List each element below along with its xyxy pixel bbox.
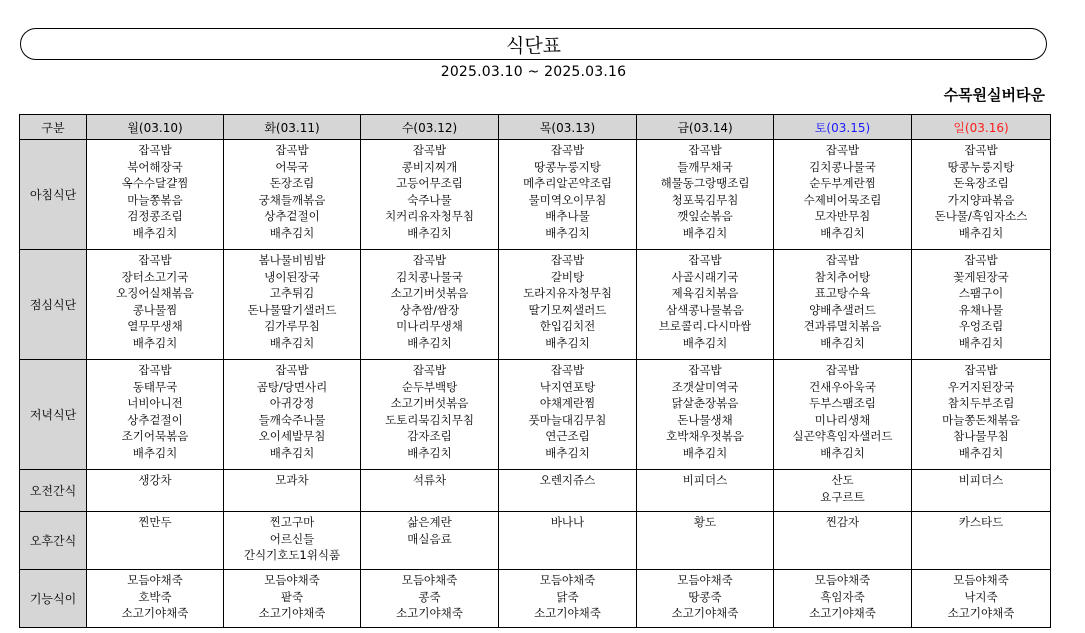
menu-item: 모과차 xyxy=(275,473,309,487)
meal-row-breakfast xyxy=(20,140,1051,250)
menu-item: 찐고구마 xyxy=(269,515,315,529)
menu-cell-dinner-mon xyxy=(87,360,224,470)
menu-item: 물미역오이무침 xyxy=(528,192,607,207)
menu-cell-afternoon-snack-sun xyxy=(912,512,1051,570)
menu-cell-functional-diet-fri xyxy=(637,570,774,628)
menu-item: 콩비지찌개 xyxy=(401,159,458,174)
menu-item: 두부스팸조림 xyxy=(809,396,876,410)
menu-cell-lunch-thu xyxy=(499,250,637,360)
menu-item: 돈나물/흑임자소스 xyxy=(934,209,1028,223)
day-header-mon: 월(03.10) xyxy=(87,115,224,140)
menu-cell-morning-snack-wed xyxy=(361,470,499,512)
day-header-thu: 목(03.13) xyxy=(499,115,637,140)
menu-item: 닭살춘장볶음 xyxy=(671,396,739,410)
menu-item: 들깨무채국 xyxy=(677,159,733,174)
menu-item: 매실음료 xyxy=(407,531,452,546)
menu-item: 잡곡밥 xyxy=(138,253,172,267)
menu-cell-dinner-thu xyxy=(499,360,637,470)
menu-item: 잡곡밥 xyxy=(688,143,722,157)
menu-item: 오이세발무침 xyxy=(258,429,326,443)
menu-table xyxy=(19,114,1051,628)
menu-item: 김치콩나물국 xyxy=(396,269,463,284)
menu-item: 마늘쫑볶음 xyxy=(127,192,183,207)
menu-item: 삼색콩나물볶음 xyxy=(666,302,744,317)
menu-item: 모듬야채죽 xyxy=(127,573,183,587)
menu-item: 돈육장조림 xyxy=(953,176,1009,190)
menu-cell-dinner-sun xyxy=(912,360,1051,470)
meal-label: 오후간식 xyxy=(20,512,87,570)
menu-cell-functional-diet-tue xyxy=(224,570,361,628)
menu-item: 잡곡밥 xyxy=(964,253,998,267)
menu-item: 호박채우젓볶음 xyxy=(666,429,744,443)
menu-item: 배추나물 xyxy=(545,209,590,223)
menu-item: 봄나물비빔밥 xyxy=(258,253,326,267)
menu-item: 모자반무침 xyxy=(814,209,871,223)
menu-item: 낙지연포탕 xyxy=(539,379,596,394)
menu-item: 소고기야채죽 xyxy=(121,606,189,620)
menu-item: 꽃게된장국 xyxy=(953,269,1009,284)
menu-item: 고등어무조림 xyxy=(396,176,463,190)
menu-item: 잡곡밥 xyxy=(550,253,585,267)
menu-item: 간식기호도1위식품 xyxy=(243,548,341,562)
menu-item: 메추리알곤약조림 xyxy=(523,176,612,190)
menu-item: 황도 xyxy=(693,515,717,529)
menu-item: 소고기야채죽 xyxy=(258,606,326,620)
menu-item: 표고탕수육 xyxy=(814,286,871,300)
menu-item: 오렌지쥬스 xyxy=(539,473,596,487)
menu-cell-lunch-sun xyxy=(912,250,1051,360)
menu-item: 잡곡밥 xyxy=(275,143,309,157)
menu-item: 찐만두 xyxy=(138,515,172,529)
menu-item: 풋마늘대김무침 xyxy=(528,412,607,427)
menu-item: 삶은계란 xyxy=(407,515,452,529)
menu-item: 배추김치 xyxy=(132,445,178,460)
menu-item: 상추겉절이 xyxy=(264,209,320,223)
menu-item: 잡곡밥 xyxy=(138,363,172,377)
menu-item: 잡곡밥 xyxy=(688,363,722,377)
menu-item: 깻잎순볶음 xyxy=(677,209,733,223)
menu-item: 배추김치 xyxy=(132,225,178,240)
menu-item: 배추김치 xyxy=(407,225,452,240)
meal-label: 저녁식단 xyxy=(20,360,87,470)
menu-item: 호박죽 xyxy=(138,589,172,604)
menu-item: 잡곡밥 xyxy=(825,143,860,157)
menu-item: 소고기버섯볶음 xyxy=(390,396,469,410)
menu-item: 카스타드 xyxy=(958,515,1004,529)
menu-item: 소고기야채죽 xyxy=(396,606,463,620)
menu-cell-breakfast-tue xyxy=(224,140,361,250)
menu-item: 배추김치 xyxy=(682,445,728,460)
menu-cell-morning-snack-sun xyxy=(912,470,1051,512)
menu-item: 소고기야채죽 xyxy=(671,606,739,620)
menu-item: 배추김치 xyxy=(269,445,315,460)
menu-item: 어르신들 xyxy=(269,531,315,546)
menu-item: 잡곡밥 xyxy=(825,253,860,267)
menu-cell-functional-diet-mon xyxy=(87,570,224,628)
menu-cell-breakfast-sat xyxy=(774,140,912,250)
menu-item: 상추겉절이 xyxy=(127,412,183,427)
day-header-tue: 화(03.11) xyxy=(224,115,361,140)
menu-item: 콩나물찜 xyxy=(132,302,178,317)
menu-item: 배추김치 xyxy=(820,445,865,460)
menu-item: 도토리묵김치무침 xyxy=(385,412,474,427)
menu-item: 석류차 xyxy=(412,473,447,487)
menu-item: 잡곡밥 xyxy=(138,143,172,157)
menu-item: 소고기야채죽 xyxy=(534,606,601,620)
corner-header: 구분 xyxy=(20,115,87,140)
menu-item: 돈나물딸기샐러드 xyxy=(247,302,337,317)
menu-cell-dinner-sat xyxy=(774,360,912,470)
menu-item: 배추김치 xyxy=(682,335,728,350)
menu-cell-dinner-fri xyxy=(637,360,774,470)
menu-cell-lunch-sat xyxy=(774,250,912,360)
menu-item: 잡곡밥 xyxy=(964,363,998,377)
menu-item: 잡곡밥 xyxy=(964,143,998,157)
menu-cell-lunch-tue xyxy=(224,250,361,360)
menu-item: 배추김치 xyxy=(269,335,315,350)
menu-item: 해물동그랑땡조림 xyxy=(660,176,750,190)
menu-item: 우거지된장국 xyxy=(947,379,1015,394)
menu-item: 동태무국 xyxy=(132,379,178,394)
day-header-sat: 토(03.15) xyxy=(774,115,912,140)
menu-item: 배추김치 xyxy=(269,225,315,240)
menu-item: 배추김치 xyxy=(820,335,865,350)
menu-item: 사골시래기국 xyxy=(671,269,739,284)
menu-title-banner xyxy=(20,28,1047,60)
menu-item: 팥죽 xyxy=(280,589,304,604)
menu-cell-afternoon-snack-tue xyxy=(224,512,361,570)
menu-item: 감자조림 xyxy=(407,429,452,443)
meal-row-afternoon-snack xyxy=(20,512,1051,570)
menu-item: 잡곡밥 xyxy=(550,363,585,377)
menu-item: 브로콜리.다시마쌈 xyxy=(658,319,752,333)
meal-row-morning-snack xyxy=(20,470,1051,512)
menu-cell-afternoon-snack-sat xyxy=(774,512,912,570)
menu-item: 건새우아욱국 xyxy=(809,379,876,394)
menu-cell-breakfast-thu xyxy=(499,140,637,250)
menu-item: 참나물무침 xyxy=(953,429,1009,443)
menu-cell-breakfast-wed xyxy=(361,140,499,250)
menu-item: 잡곡밥 xyxy=(412,143,447,157)
menu-item: 견과류멸치볶음 xyxy=(803,319,882,333)
menu-item: 배추김치 xyxy=(958,225,1004,240)
menu-item: 돈장조림 xyxy=(269,176,315,190)
menu-item: 모듬야채죽 xyxy=(401,573,458,587)
menu-item: 미나리무생채 xyxy=(396,319,463,333)
menu-item: 도라지유자청무침 xyxy=(523,286,612,300)
menu-item: 참치추어탕 xyxy=(814,269,871,284)
menu-item: 닭죽 xyxy=(556,589,579,604)
menu-item: 배추김치 xyxy=(820,225,865,240)
menu-item: 마늘쫑돈채볶음 xyxy=(942,412,1020,427)
menu-item: 미나리생채 xyxy=(814,412,871,427)
header-row xyxy=(20,115,1051,140)
menu-item: 궁채들깨볶음 xyxy=(258,192,326,207)
menu-cell-morning-snack-fri xyxy=(637,470,774,512)
menu-item: 김가루무침 xyxy=(264,319,320,333)
menu-item: 장터소고기국 xyxy=(121,269,189,284)
menu-item: 땅콩누룽지탕 xyxy=(947,159,1015,174)
menu-item: 찐감자 xyxy=(825,515,860,529)
day-header-sun: 일(03.16) xyxy=(912,115,1051,140)
menu-item: 가지양파볶음 xyxy=(947,192,1015,207)
menu-item: 청포묵김무침 xyxy=(671,192,739,207)
menu-item: 아귀강정 xyxy=(269,396,315,410)
menu-item: 배추김치 xyxy=(407,445,452,460)
menu-item: 고추튀김 xyxy=(269,286,315,300)
menu-item: 수제비어묵조림 xyxy=(803,192,882,207)
menu-item: 너비아니전 xyxy=(127,396,183,410)
menu-item: 스팸구이 xyxy=(958,286,1004,300)
meal-label: 아침식단 xyxy=(20,140,87,250)
menu-item: 실곤약흑임자샐러드 xyxy=(792,429,893,443)
menu-item: 산도 xyxy=(831,473,854,487)
date-range: 2025.03.10 ~ 2025.03.16 xyxy=(440,64,627,80)
menu-cell-dinner-wed xyxy=(361,360,499,470)
menu-item: 돈나물생채 xyxy=(677,412,733,427)
menu-item: 우엉조림 xyxy=(958,319,1004,333)
menu-item: 소고기야채죽 xyxy=(809,606,876,620)
menu-item: 참치두부조림 xyxy=(947,396,1015,410)
menu-cell-morning-snack-thu xyxy=(499,470,637,512)
menu-item: 모듬야채죽 xyxy=(677,573,733,587)
menu-item: 연근조림 xyxy=(545,429,590,443)
meal-label: 기능식이 xyxy=(20,570,87,628)
menu-item: 배추김치 xyxy=(958,335,1004,350)
day-header-wed: 수(03.12) xyxy=(361,115,499,140)
menu-cell-lunch-fri xyxy=(637,250,774,360)
menu-item: 배추김치 xyxy=(682,225,728,240)
menu-item: 야채계란찜 xyxy=(539,396,596,410)
menu-item: 모듬야채죽 xyxy=(814,573,871,587)
meal-label: 점심식단 xyxy=(20,250,87,360)
menu-cell-afternoon-snack-fri xyxy=(637,512,774,570)
menu-cell-functional-diet-sat xyxy=(774,570,912,628)
menu-cell-breakfast-fri xyxy=(637,140,774,250)
menu-cell-morning-snack-tue xyxy=(224,470,361,512)
menu-cell-functional-diet-sun xyxy=(912,570,1051,628)
menu-item: 잡곡밥 xyxy=(412,363,447,377)
menu-item: 잡곡밥 xyxy=(412,253,447,267)
menu-item: 유채나물 xyxy=(958,302,1004,317)
menu-item: 모듬야채죽 xyxy=(539,573,596,587)
menu-item: 제육김치볶음 xyxy=(671,286,739,300)
menu-cell-functional-diet-thu xyxy=(499,570,637,628)
menu-item: 냉이된장국 xyxy=(264,269,320,284)
menu-item: 배추김치 xyxy=(545,335,590,350)
menu-item: 땅콩누룽지탕 xyxy=(534,159,601,174)
menu-item: 들깨숙주나물 xyxy=(258,412,326,427)
menu-item: 배추김치 xyxy=(545,225,590,240)
menu-item: 바나나 xyxy=(550,515,585,529)
menu-item: 김치콩나물국 xyxy=(809,159,876,174)
menu-item: 어묵국 xyxy=(275,159,309,174)
menu-item: 땅콩죽 xyxy=(688,589,722,604)
menu-item: 순두부계란찜 xyxy=(809,176,876,190)
menu-item: 상추쌈/쌈장 xyxy=(399,302,460,317)
menu-item: 콩죽 xyxy=(418,589,441,604)
menu-item: 소고기버섯볶음 xyxy=(390,286,469,300)
menu-item: 조기어묵볶음 xyxy=(121,429,189,443)
menu-item: 검정콩조림 xyxy=(127,209,183,223)
menu-cell-afternoon-snack-thu xyxy=(499,512,637,570)
menu-item: 낙지죽 xyxy=(964,589,998,604)
menu-item: 곰탕/당면사리 xyxy=(256,379,328,394)
menu-cell-morning-snack-sat xyxy=(774,470,912,512)
menu-cell-functional-diet-wed xyxy=(361,570,499,628)
meal-label: 오전간식 xyxy=(20,470,87,512)
menu-cell-lunch-wed xyxy=(361,250,499,360)
menu-item: 한입김치전 xyxy=(539,319,596,333)
menu-item: 양배추샐러드 xyxy=(809,302,876,317)
menu-item: 잡곡밥 xyxy=(825,363,860,377)
menu-cell-afternoon-snack-wed xyxy=(361,512,499,570)
menu-item: 숙주나물 xyxy=(407,192,452,207)
menu-item: 잡곡밥 xyxy=(275,363,309,377)
day-header-fri: 금(03.14) xyxy=(637,115,774,140)
menu-cell-breakfast-sun xyxy=(912,140,1051,250)
menu-item: 배추김치 xyxy=(407,335,452,350)
meal-row-functional-diet xyxy=(20,570,1051,628)
menu-item: 갈비탕 xyxy=(550,269,585,284)
menu-item: 비피더스 xyxy=(958,473,1004,487)
menu-item: 딸기모찌샐러드 xyxy=(528,302,607,317)
menu-cell-breakfast-mon xyxy=(87,140,224,250)
menu-item: 비피더스 xyxy=(682,473,728,487)
menu-item: 치커리유자청무침 xyxy=(385,209,474,223)
meal-row-lunch xyxy=(20,250,1051,360)
menu-item: 조갯살미역국 xyxy=(671,379,739,394)
menu-item: 모듬야채죽 xyxy=(953,573,1009,587)
menu-item: 배추김치 xyxy=(545,445,590,460)
menu-cell-dinner-tue xyxy=(224,360,361,470)
menu-item: 배추김치 xyxy=(132,335,178,350)
menu-item: 잡곡밥 xyxy=(550,143,585,157)
menu-item: 소고기야채죽 xyxy=(947,606,1015,620)
page-title: 식단표 xyxy=(505,34,562,57)
meal-row-dinner xyxy=(20,360,1051,470)
menu-item: 북어해장국 xyxy=(127,159,183,174)
menu-cell-afternoon-snack-mon xyxy=(87,512,224,570)
facility-name: 수목원실버타운 xyxy=(943,86,1045,104)
menu-item: 모듬야채죽 xyxy=(264,573,320,587)
menu-item: 옥수수달걀찜 xyxy=(121,176,189,190)
menu-item: 오징어실채볶음 xyxy=(116,286,194,300)
menu-item: 순두부백탕 xyxy=(401,379,458,394)
menu-item: 요구르트 xyxy=(820,489,865,504)
menu-cell-lunch-mon xyxy=(87,250,224,360)
menu-cell-morning-snack-mon xyxy=(87,470,224,512)
menu-item: 흑임자죽 xyxy=(820,589,865,604)
menu-item: 열무무생채 xyxy=(127,319,183,333)
menu-item: 배추김치 xyxy=(958,445,1004,460)
menu-item: 생강차 xyxy=(138,473,172,487)
menu-item: 잡곡밥 xyxy=(688,253,722,267)
